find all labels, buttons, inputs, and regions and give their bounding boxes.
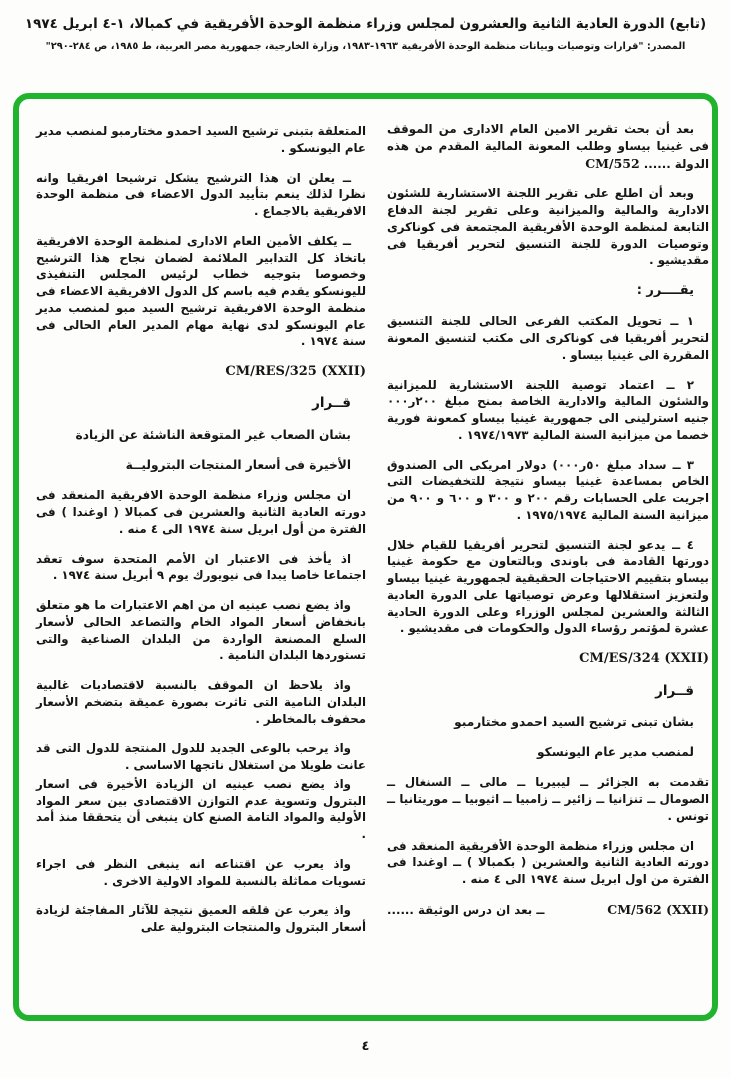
document-ref-cm552: CM/552 — [585, 155, 640, 171]
resolution-title: قــرار — [655, 682, 694, 699]
paragraph-council-session-kampala: ان مجلس وزراء منظمة الوحدة الافريقية المنعقد فى دورته العادية الثانية والعشرين فى كمبالا ( اوغندا ) فى الفترة من أول ابريل سنة ١٩٧٤ الى ٤ منه . — [36, 488, 366, 536]
resolution-subtitle-1: بشان تبنى ترشيح السيد احمدو مختارمبو — [454, 714, 694, 729]
resolution-code-cm-res-325: CM/RES/325 (XXII) — [225, 364, 366, 379]
document-ref-cm562: CM/562 (XXII) — [607, 901, 709, 917]
resolution-subtitle-1: بشان الصعاب غير المتوقعة الناشئة عن الزيادة — [75, 427, 351, 442]
paragraph-un-special-meeting: اذ يأخذ فى الاعتبار ان الأمم المتحدة سوف تعقد اجتماعا خاصا يبدا فى نيويورك يوم ٩ أبريل سنة ١٩٧٤ . — [36, 551, 366, 583]
paragraph-declares-candidacy: ــ يعلن ان هذا الترشيح يشكل ترشيحا افريقيا وانه نظرا لذلك ينعم بتأييد الدول الاعضاء فى منظمة الوحدة الافريقية بالاجماع . — [36, 170, 366, 218]
paragraph-sponsor-countries: تقدمت به الجزائر ــ ليبيريا ــ مالى ــ السنغال ــ الصومال ــ تنزانيا ــ زائير ــ زامبيا ــ اثيوبيا ــ موريتانيا ــ تونس . — [387, 775, 709, 823]
decides-label: يقــــرر : — [636, 283, 694, 298]
resolution-item-1: ١ ــ تحويل المكتب الفرعى الحالى للجنة التنسيق لتحرير أفريقيا فى كوناكرى الى مكتب لتنسيق المعونة المقررة الى غينيا بيساو . — [387, 314, 709, 362]
paragraph-council-session: ان مجلس وزراء منظمة الوحدة الأفريقية المنعقد فى دورته العادية الثانية والعشرين ( بكمبالا ) ــ اوغندا فى الفترة من اول ابريل سنة ١٩٧٤ الى ٤ منه . — [387, 838, 709, 887]
paragraph-oil-price-increase: واذ يضع نصب عينيه ان الزيادة الأخيرة فى اسعار البترول وتسوية عدم التوازن الاقتصادى بين سعر المواد الأولية والمواد التامة الصنع كان ينبغى أن يتحققا منذ أمد . — [36, 776, 366, 842]
header-source-citation: المصدر: "قرارات وتوصيات وبيانات منظمة الوحدة الأفريقية ١٩٦٣-١٩٨٣، وزارة الخارجية، جمهورية مصر العربية، ط ١٩٨٥، ص ٢٨٤-٢٩٠" — [45, 41, 686, 52]
page-number: ٤ — [361, 1039, 370, 1054]
left-text-column — [36, 123, 366, 1003]
right-text-column — [387, 121, 709, 1001]
paragraph-deep-concern: واذ يعرب عن قلقه العميق نتيجة للآثار المفاجئة لزيادة أسعار البترول والمنتجات البترولية على — [36, 903, 366, 935]
resolution-subtitle-2: الأخيرة فى أسعار المنتجات البتروليــة — [125, 457, 351, 472]
paragraph-document-studied: CM/562 (XXII) ــ بعد ان درس الوثيقة ...... — [387, 901, 709, 917]
resolution-item-3: ٣ ــ سداد مبلغ ٥٠ر٠٠٠) دولار امريكى الى الصندوق الخاص بمساعدة غينيا بيساو نتيجة للتخفيضات التى اجريت على الحسابات رقم ٢٠٠ و ٣٠٠ و ٦٠٠ و ٩٠٠ من ميزانية السنة المالية ١٩٧٥/١٩٧٤ . — [387, 457, 710, 522]
paragraph-continuation-unesco: المتعلقة بتبنى ترشيح السيد احمدو مختارمبو لمنصب مدير عام اليونسكو . — [36, 124, 366, 155]
paragraph-similar-adjustments: واذ يعرب عن اقتناعه انه ينبغى النظر فى اجراء تسويات مماثلة بالنسبة للمواد الاولية الاخرى . — [36, 856, 366, 888]
paragraph-advisory-committee: وبعد أن اطلع على تقرير اللجنة الاستشارية للشئون الادارية والمالية والميزانية وعلى تقرير لجنة الدفاع التابعة لمنظمة الوحدة الأفريقية المجتمعة فى كوناكرى وتوصيات الدورة للجنة التنسيق لتحرير أفريقيا فى مقديشيو . — [387, 186, 709, 268]
resolution-code-cm-es-324: CM/ES/324 (XXII) — [579, 651, 709, 667]
paragraph-instructs-secretary-general: ــ يكلف الأمين العام الادارى لمنظمة الوحدة الافريقية باتخاذ كل التدابير الملائمة لضمان نجاح هذا الترشيح وخصوصا بتوجيه خطاب لرئيس المجلس التنفيذى لليونسكو يقدم فيه باسم كل الدول الافريقية الاعضاء فى منظمة الوحدة الافريقية ترشيح السيد مبو لمنصب مدير عام اليونسكو لدى نهاية مهام المدير العام الحالى فى سنة ١٩٧٤ . — [36, 233, 366, 349]
resolution-item-4: ٤ ــ يدعو لجنة التنسيق لتحرير أفريقيا للقيام خلال دورتها القادمة فى باوندى وبالتعاون مع حكومة غينيا بيساو بتقييم الاحتياجات الحقيقية لجمهورية غينيا بيساو ولتعزيز استقلالها وعرض توصياتها على الدورة العادية الثالثة والعشرين لمجلس الوزراء وعلى الدورة الحادية عشرة لمؤتمر رؤساء الدول والحكومات فى مقديشيو . — [387, 537, 709, 636]
paragraph-report-guinea-bissau: بعد أن بحث تقرير الامين العام الادارى من الموقف فى غينيا بيساو وطلب المعونة المالية المقدم من هذه الدولة ...... CM/552 — [387, 122, 709, 171]
paragraph-raw-materials-prices: واذ يضع نصب عينيه ان من اهم الاعتبارات ما هو متعلق بانخفاض أسعار المواد الخام والتصاعد الحالى لأسعار السلع المصنعة الواردة من البلدان الصناعية والتى تستوردها البلدان النامية . — [36, 598, 366, 663]
document-header — [10, 16, 721, 52]
paragraph-producer-awareness: واذ يرحب بالوعى الجديد للدول المنتجة للدول التى قد عانت طويلا من استغلال ناتجها الاساسى . — [36, 741, 366, 773]
resolution-item-2: ٢ ــ اعتماد توصية اللجنة الاستشارية للميزانية والشئون المالية والادارية الخاصة بمنح مبلغ ٢٠٠ر٠٠٠ جنيه استرلينى الى جمهورية غينيا بيساو كمعونة فورية خصما من ميزانية السنة المالية ١٩٧٤/١٩٧٣ . — [387, 377, 709, 442]
paragraph-developing-economies: واذ يلاحظ ان الموقف بالنسبة لاقتصاديات غالبية البلدان النامية التى تاثرت بصورة عميقة بتضخم الأسعار محفوف بالمخاطر . — [36, 678, 366, 726]
resolution-title: قــرار — [312, 395, 351, 412]
header-session-title: (تابع) الدورة العادية الثانية والعشرون لمجلس وزراء منظمة الوحدة الأفريقية في كمبالا، ١-٤ ابريل ١٩٧٤ — [24, 16, 707, 32]
green-border-frame — [13, 93, 718, 1021]
resolution-subtitle-2: لمنصب مدير عام اليونسكو — [536, 745, 694, 760]
